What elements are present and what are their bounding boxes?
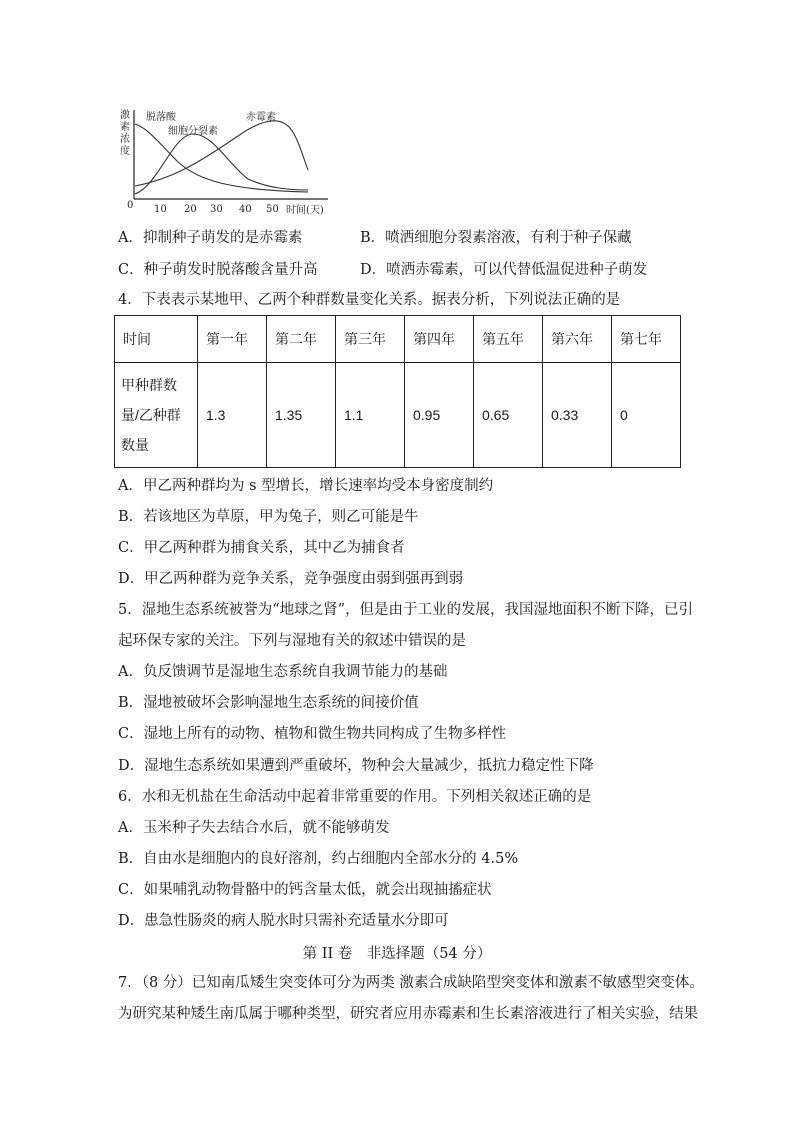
q4-option-a: A．甲乙两种群均为 s 型增长，增长速率均受本身密度制约	[118, 478, 494, 494]
table-header-cell: 第二年	[267, 316, 336, 363]
gibberellin-curve	[135, 121, 308, 186]
hormone-curve-figure	[118, 104, 340, 216]
table-cell: 0.95	[405, 363, 474, 468]
x-tick-40: 40	[239, 204, 252, 215]
q6-option-b: B．自由水是细胞内的良好溶剂，约占细胞内全部水分的 4.5%	[118, 851, 519, 867]
y-axis-label-char-4: 度	[120, 146, 130, 157]
table-cell: 0.33	[543, 363, 612, 468]
q3-option-a: A．抑制种子萌发的是赤霉素	[118, 230, 303, 246]
q3-option-c: C．种子萌发时脱落酸含量升高	[118, 262, 318, 278]
row-label-line: 量/乙种群	[121, 407, 181, 423]
q5-option-c: C．湿地上所有的动物、植物和微生物共同构成了生物多样性	[118, 726, 507, 742]
q3-option-b: B．喷洒细胞分裂素溶液，有利于种子保藏	[360, 230, 632, 246]
section-title: 第 II 卷 非选择题（54 分）	[302, 946, 492, 962]
q6-option-a: A．玉米种子失去结合水后，就不能够萌发	[118, 820, 390, 836]
q4-stem: 4．下表表示某地甲、乙两个种群数量变化关系。据表分析，下列说法正确的是	[118, 292, 621, 308]
y-axis-label-char-2: 素	[120, 122, 130, 133]
table-header-cell: 时间	[115, 316, 198, 363]
q6-stem: 6．水和无机盐在生命活动中起着非常重要的作用。下列相关叙述正确的是	[118, 789, 592, 805]
table-cell: 0.65	[474, 363, 543, 468]
q6-option-d: D．患急性肠炎的病人脱水时只需补充适量水分即可	[118, 913, 449, 929]
q6-option-c: C．如果哺乳动物骨骼中的钙含量太低，就会出现抽搐症状	[118, 882, 492, 898]
abscisic-acid-label: 脱落酸	[146, 112, 176, 123]
origin-label: 0	[127, 200, 134, 211]
q5-stem-line-2: 起环保专家的关注。下列与湿地有关的叙述中错误的是	[118, 633, 466, 649]
table-header-cell: 第三年	[336, 316, 405, 363]
population-table	[114, 315, 681, 468]
cytokinin-curve	[135, 134, 308, 194]
gibberellin-label: 赤霉素	[246, 112, 276, 123]
y-axis-label-char-3: 浓	[120, 134, 130, 145]
table-cell: 1.3	[198, 363, 267, 468]
q5-stem-line-1: 5．湿地生态系统被誉为“地球之肾”，但是由于工业的发展，我国湿地面积不断下降，已引	[118, 602, 694, 618]
row-label-line: 甲种群数	[121, 377, 177, 393]
q5-option-b: B．湿地被破坏会影响湿地生态系统的间接价值	[118, 695, 419, 711]
q5-option-a: A．负反馈调节是湿地生态系统自我调节能力的基础	[118, 664, 448, 680]
x-tick-50: 50	[266, 204, 279, 215]
q7-line-2: 为研究某种矮生南瓜属于哪种类型，研究者应用赤霉素和生长素溶液进行了相关实验，结果	[118, 1006, 698, 1022]
table-row	[115, 363, 681, 468]
table-header-row	[115, 316, 681, 363]
q5-option-d: D．湿地生态系统如果遭到严重破坏，物种会大量减少，抵抗力稳定性下降	[118, 758, 594, 774]
y-axis-label-char-1: 激	[120, 110, 130, 121]
cytokinin-label: 细胞分裂素	[168, 126, 218, 137]
q7-line-1: 7．（8 分）已知南瓜矮生突变体可分为两类 激素合成缺陷型突变体和激素不敏感型突变体。	[118, 975, 704, 991]
q4-option-c: C．甲乙两种群为捕食关系，其中乙为捕食者	[118, 540, 405, 556]
table-cell: 0	[612, 363, 681, 468]
abscisic-acid-curve	[135, 124, 308, 192]
table-cell: 1.1	[336, 363, 405, 468]
x-tick-30: 30	[210, 204, 223, 215]
x-tick-10: 10	[154, 204, 167, 215]
q4-option-d: D．甲乙两种群为竞争关系，竞争强度由弱到强再到弱	[118, 571, 464, 587]
table-header-cell: 第五年	[474, 316, 543, 363]
table-header-cell: 第七年	[612, 316, 681, 363]
row-label-line: 数量	[121, 437, 149, 453]
table-header-cell: 第四年	[405, 316, 474, 363]
table-cell: 1.35	[267, 363, 336, 468]
x-axis-unit: 时间(天)	[286, 205, 324, 216]
q3-option-d: D．喷洒赤霉素，可以代替低温促进种子萌发	[360, 262, 648, 278]
x-tick-20: 20	[184, 204, 197, 215]
table-header-cell: 第一年	[198, 316, 267, 363]
q4-option-b: B．若该地区为草原，甲为兔子，则乙可能是牛	[118, 509, 419, 525]
table-header-cell: 第六年	[543, 316, 612, 363]
table-row-label	[115, 363, 198, 468]
